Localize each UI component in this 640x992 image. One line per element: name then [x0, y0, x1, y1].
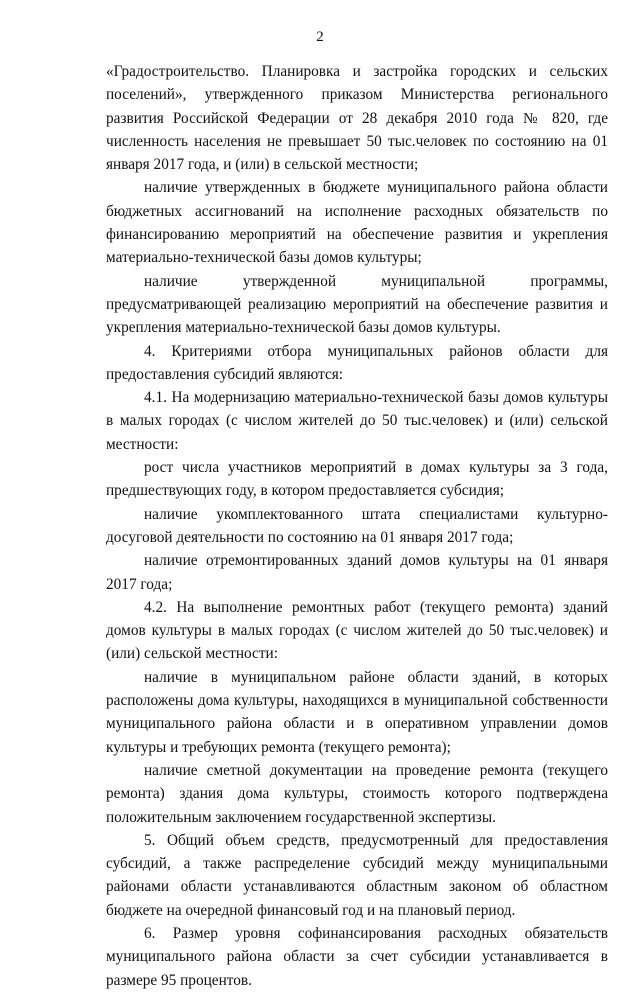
paragraph-staffing: наличие укомплектованного штата специалистами культурно-досуговой деятельности по состоянию на 01 января 2017 года; — [106, 505, 608, 546]
paragraph-renovated-buildings: наличие отремонтированных зданий домов культуры на 01 января 2017 года; — [106, 552, 608, 593]
paragraph-estimate-documentation: наличие сметной документации на проведение ремонта (текущего ремонта) здания дома культуры, стоимость которого подтверждена положительным заключением государственной экспертизы. — [106, 761, 608, 826]
paragraph-budget-allocations: наличие утвержденных в бюджете муниципального района области бюджетных ассигнований на исполнение расходных обязательств по финансированию мероприятий на обеспечение развития и укрепления материально-технической базы домов культуры; — [106, 179, 608, 267]
paragraph-selection-criteria: 4. Критериями отбора муниципальных районов области для предоставления субсидий являются: — [106, 342, 608, 383]
document-body — [106, 60, 608, 992]
paragraph-buildings-requiring-repair: наличие в муниципальном районе области зданий, в которых расположены дома культуры, находящихся в муниципальной собственности муниципального района области и в оперативном управлении домов культуры и требующих ремонта (текущего ремонта); — [106, 668, 608, 756]
paragraph-participants-growth: рост числа участников мероприятий в домах культуры за 3 года, предшествующих году, в котором предоставляется субсидия; — [106, 459, 608, 500]
page-number: 2 — [316, 29, 324, 45]
paragraph-continuation: «Градостроительство. Планировка и застройка городских и сельских поселений», утвержденного приказом Министерства регионального развития Российской Федерации от 28 декабря 2010 года № 820, где численность населения не превышает 50 тыс.человек по состоянию на 01 января 2017 года, и (или) в сельской местности; — [106, 63, 608, 174]
paragraph-clause-6: 6. Размер уровня софинансирования расходных обязательств муниципального района области за счет субсидии устанавливается в размере 95 процентов. — [106, 924, 608, 989]
paragraph-clause-4-2: 4.2. На выполнение ремонтных работ (текущего ремонта) зданий домов культуры в малых городах (с числом жителей до 50 тыс.человек) и (или) сельской местности: — [106, 598, 608, 663]
paragraph-clause-5: 5. Общий объем средств, предусмотренный для предоставления субсидий, а также распределение субсидий между муниципальными районами области устанавливаются областным законом об областном бюджете на очередной финансовый год и на плановый период. — [106, 831, 608, 919]
paragraph-clause-4-1: 4.1. На модернизацию материально-технической базы домов культуры в малых городах (с числом жителей до 50 тыс.человек) и (или) сельской местности: — [106, 389, 608, 453]
paragraph-municipal-program: наличие утвержденной муниципальной программы, предусматривающей реализацию мероприятий на обеспечение развития и укрепления материально-технической базы домов культуры. — [106, 272, 608, 337]
